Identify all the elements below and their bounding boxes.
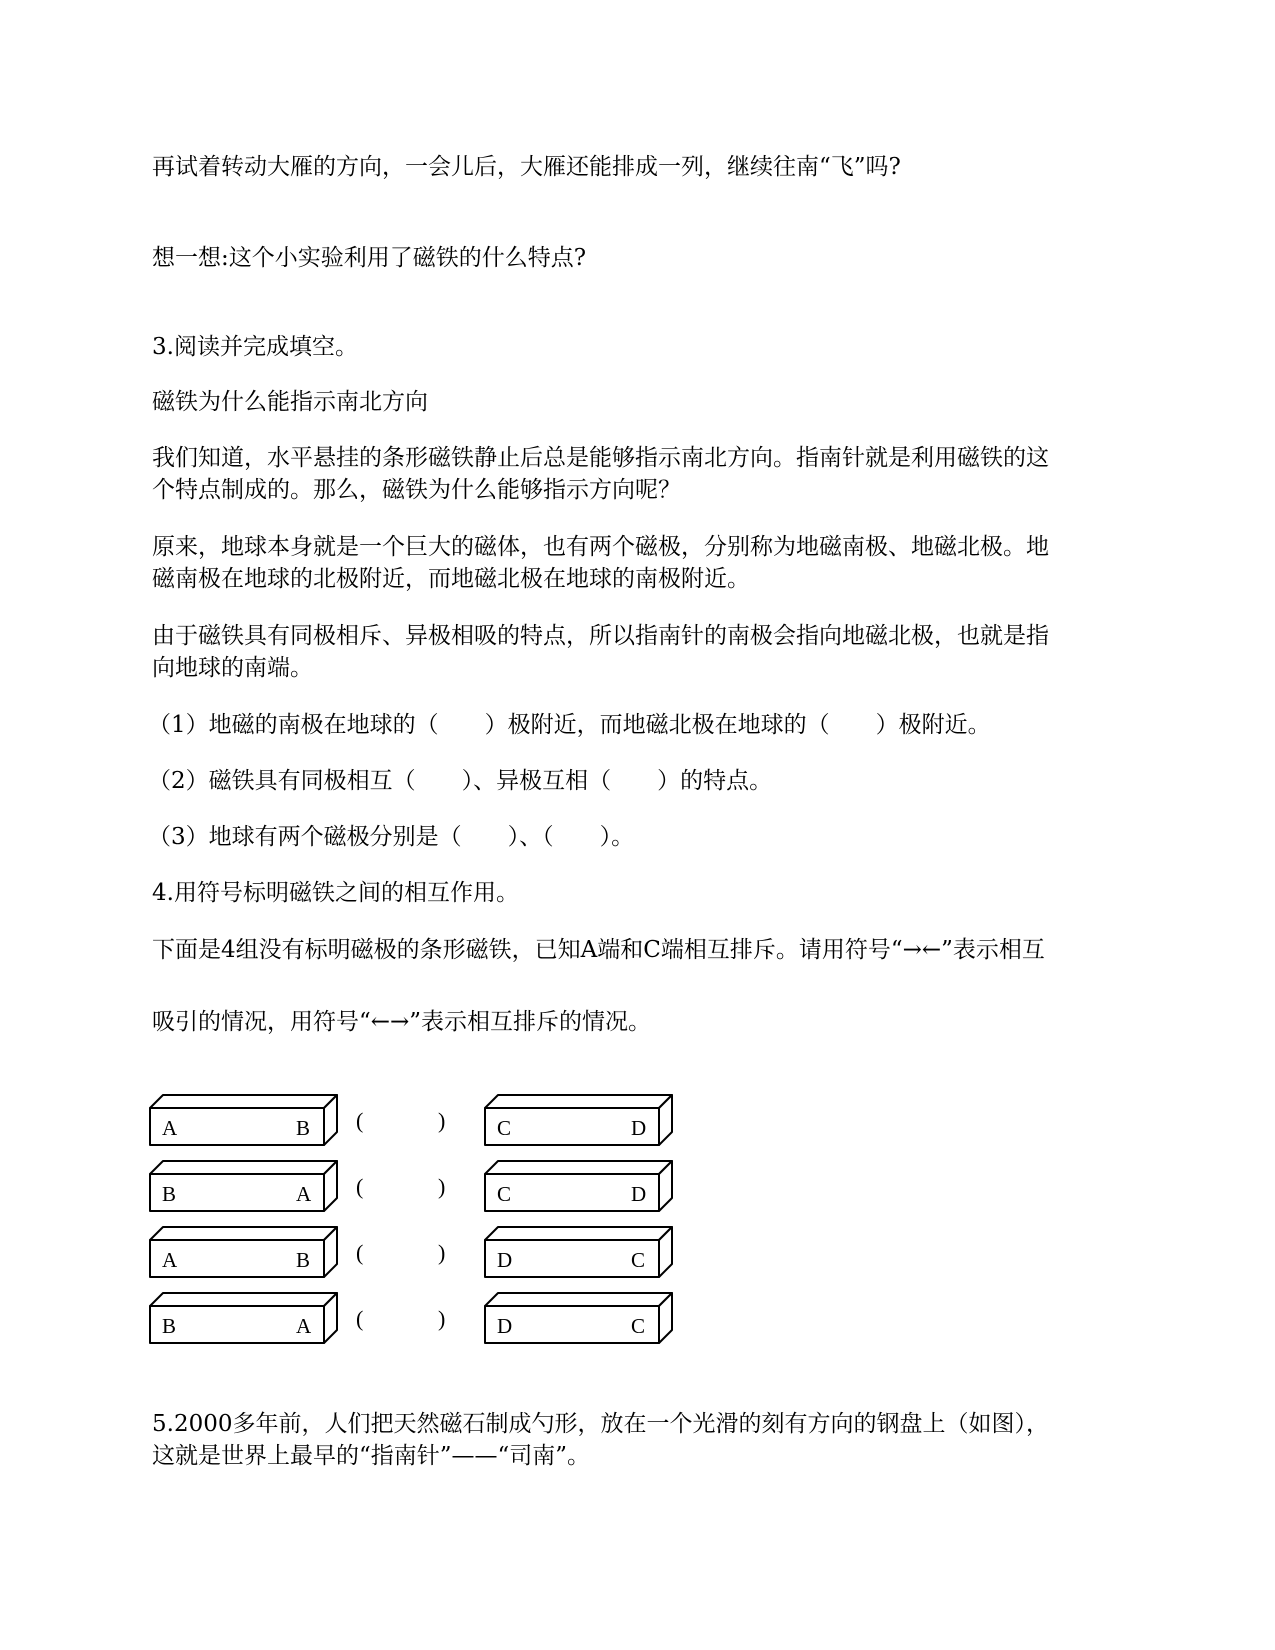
pole-label: C — [631, 1248, 646, 1272]
magnet-pair-row — [150, 1161, 672, 1211]
question-4-line1: 下面是4组没有标明磁极的条形磁铁，已知A端和C端相互排斥。请用符号“→←”表示相互 — [152, 937, 1045, 963]
text-line-wild-geese: 再试着转动大雁的方向，一会儿后，大雁还能排成一列，继续往南“飞”吗? — [152, 154, 901, 180]
pole-label: A — [296, 1182, 312, 1206]
right-bar-magnet — [485, 1227, 672, 1277]
magnet-pair-row — [150, 1293, 672, 1343]
pole-label: C — [497, 1182, 512, 1206]
pole-label: D — [497, 1248, 513, 1272]
pole-label: C — [631, 1314, 646, 1338]
question-3-heading: 3.阅读并完成填空。 — [152, 334, 358, 360]
passage-p2-line2: 磁南极在地球的北极附近，而地磁北极在地球的南极附近。 — [152, 566, 750, 592]
pole-label: D — [631, 1116, 647, 1140]
right-bar-magnet — [485, 1095, 672, 1145]
right-bar-magnet — [485, 1161, 672, 1211]
question-5-line2: 这就是世界上最早的“指南针”——“司南”。 — [152, 1443, 591, 1469]
question-4-line2: 吸引的情况，用符号“←→”表示相互排斥的情况。 — [152, 1009, 652, 1035]
text-line-think: 想一想:这个小实验利用了磁铁的什么特点? — [152, 245, 587, 271]
left-bar-magnet — [150, 1161, 337, 1211]
left-bar-magnet — [150, 1095, 337, 1145]
passage-p2-line1: 原来，地球本身就是一个巨大的磁体，也有两个磁极，分别称为地磁南极、地磁北极。地 — [152, 534, 1049, 560]
pole-label: A — [162, 1116, 178, 1140]
pole-label: B — [296, 1116, 311, 1140]
passage-p1-line2: 个特点制成的。那么，磁铁为什么能够指示方向呢？ — [152, 477, 681, 503]
left-bar-magnet — [150, 1227, 337, 1277]
pole-label: B — [162, 1314, 177, 1338]
pole-label: B — [162, 1182, 177, 1206]
passage-p1-line1: 我们知道，水平悬挂的条形磁铁静止后总是能够指示南北方向。指南针就是利用磁铁的这 — [152, 445, 1049, 471]
answer-paren-close: ) — [438, 1240, 446, 1265]
pole-label: A — [162, 1248, 178, 1272]
answer-paren-close: ) — [438, 1306, 446, 1331]
fill-blank-1: （1）地磁的南极在地球的（ ）极附近，而地磁北极在地球的（ ）极附近。 — [148, 712, 991, 738]
passage-p3-line1: 由于磁铁具有同极相斥、异极相吸的特点，所以指南针的南极会指向地磁北极，也就是指 — [152, 623, 1049, 649]
magnet-pair-row — [150, 1095, 672, 1145]
answer-paren-close: ) — [438, 1108, 446, 1133]
pole-label: B — [296, 1248, 311, 1272]
answer-paren-open: ( — [356, 1174, 364, 1199]
passage-title: 磁铁为什么能指示南北方向 — [152, 389, 428, 415]
magnet-pairs-figure — [148, 1090, 708, 1360]
magnet-pair-row — [150, 1227, 672, 1277]
answer-paren-close: ) — [438, 1174, 446, 1199]
pole-label: C — [497, 1116, 512, 1140]
pole-label: D — [631, 1182, 647, 1206]
fill-blank-3: （3）地球有两个磁极分别是（ ）、（ ）。 — [148, 824, 635, 850]
answer-paren-open: ( — [356, 1240, 364, 1265]
passage-p3-line2: 向地球的南端。 — [152, 655, 313, 681]
left-bar-magnet — [150, 1293, 337, 1343]
question-5-line1: 5.2000多年前，人们把天然磁石制成勺形，放在一个光滑的刻有方向的钢盘上（如图）， — [152, 1411, 1049, 1437]
pole-label: A — [296, 1314, 312, 1338]
right-bar-magnet — [485, 1293, 672, 1343]
question-4-heading: 4.用符号标明磁铁之间的相互作用。 — [152, 880, 519, 906]
fill-blank-2: （2）磁铁具有同极相互（ ）、异极互相（ ）的特点。 — [148, 768, 773, 794]
answer-paren-open: ( — [356, 1108, 364, 1133]
pole-label: D — [497, 1314, 513, 1338]
answer-paren-open: ( — [356, 1306, 364, 1331]
